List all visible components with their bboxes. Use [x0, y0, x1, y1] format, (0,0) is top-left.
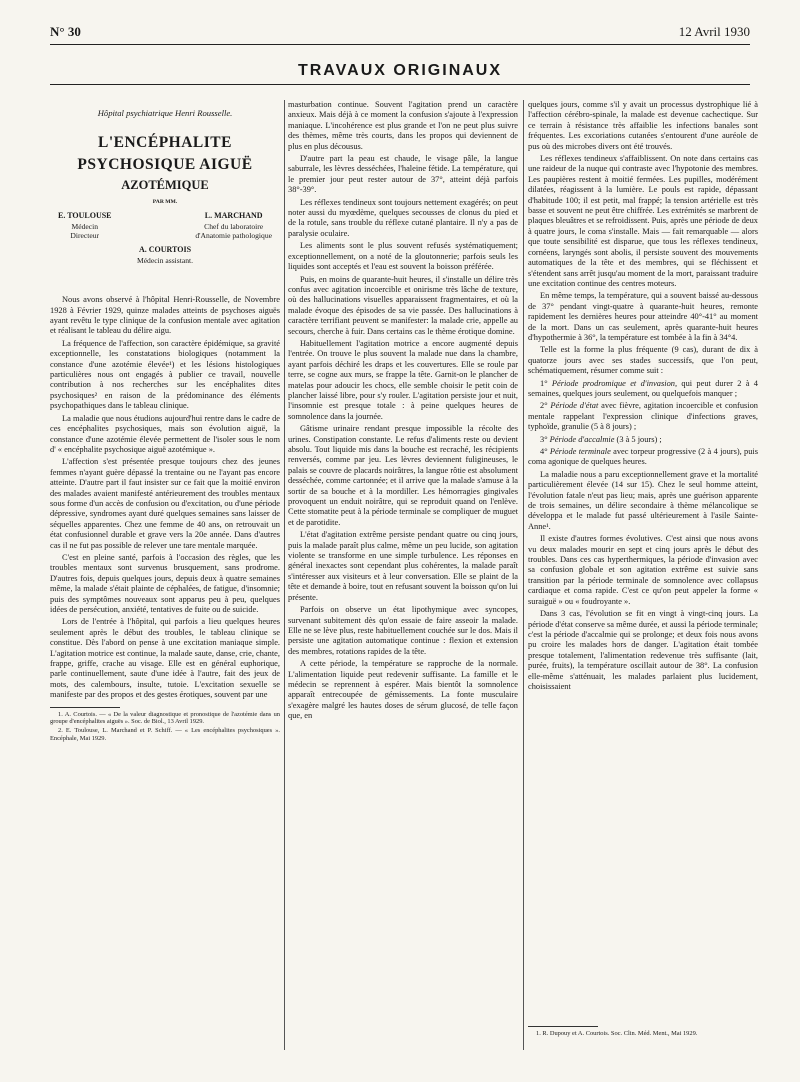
issue-number: N° 30 [50, 24, 81, 39]
paragraph: Les aliments sont le plus souvent refusés systématiquement; exceptionnellement, on a noté de la gloutonnerie; parfois seuls les liquides sont acceptés et l'eau est souvent la boisson préférée. [288, 241, 518, 272]
section-title: TRAVAUX ORIGINAUX [297, 62, 503, 79]
hospital-line: Hôpital psychiatrique Henri Rousselle. [97, 108, 233, 118]
author-toulouse [58, 211, 112, 240]
column-divider [284, 100, 285, 1050]
footnote: 1. A. Courtois. — « De la valeur diagnostique et pronostique de l'azotémie dans un groupe d'encéphalites aiguës ». Soc. de Biol., 13 Avril 1929. [50, 710, 280, 726]
paragraph: Habituellement l'agitation motrice a encore augmenté depuis l'entrée. On trouve le plus souvent la malade nue dans la chambre, ayant parfois déchiré les draps et les couvertures. Elle se roule par terre, se cogne aux murs, se frappe la tête. Garnit-on le plancher de matelas pour adoucir les chocs, elle semble choisir le petit coin de plancher laissé libre, pour s'y rouler. L'agitation persiste jour et nuit, l'insomnie est presque totale : à peine quelques heures de somnolence dans la journée. [288, 338, 518, 421]
paragraph: Les réflexes tendineux sont toujours nettement exagérés; on peut noter aussi du myœdème, quelques secousses de clonus du pied et de la rotule, sans trouble du réflexe cutané plantaire. Il n'y a pas de paralysie oculaire. [288, 197, 518, 238]
author-name: L. MARCHAND [204, 211, 263, 221]
header-rule [50, 44, 750, 45]
article-subtitle: AZOTÉMIQUE [121, 178, 209, 193]
column-2 [288, 100, 518, 724]
authors [50, 211, 280, 240]
paragraph: masturbation continue. Souvent l'agitation prend un caractère anxieux. Mais déjà à ce moment la confusion s'ajoute à l'expression maniaque. L'incohérence est plus grande et l'on ne peut plus suivre des thèmes, même très courts, dans les propos qui deviennent de plus en plus décousus. [288, 100, 518, 151]
paragraph: C'est en pleine santé, parfois à l'occasion des règles, que les troubles mentaux sont survenus brusquement, sans prodrome. D'autres fois, depuis quelques jours, depuis deux à quatre semaines même, la malade s'était plainte de céphalées, de fatigue, d'insomnie; puis des symptômes nouveaux sont apparus peu à peu, quelques idées de persécution, anxiété, tentatives de fuite ou de suicide. [50, 552, 280, 614]
author-role: Médecin assistant. [136, 256, 194, 266]
column-3 [528, 100, 758, 694]
paragraph: Parfois on observe un état lipothymique avec syncopes, survenant subitement dès qu'on essaie de faire asseoir la malade. Elle ne se lève plus, reste habituellement couchée sur le dos. Mais il persiste une agitation automatique continue : flexion et extension des membres, rotations rapides de la tête. [288, 605, 518, 656]
stage-item: 4° Période terminale avec torpeur progressive (2 à 4 jours), puis coma agonique de quelques heures. [528, 447, 759, 467]
paragraph: La maladie que nous étudions aujourd'hui rentre dans le cadre de ces encéphalites psychosiques, mais son évolution aiguë, la constance d'une azotémie élevée permettent de l'isoler sous le nom d' « encéphalite psychosique aiguë azotémique ». [50, 413, 280, 454]
paragraph: D'autre part la peau est chaude, le visage pâle, la langue saburrale, les lèvres desséchées, l'haleine fétide. La température, qui le premier jour peut rester autour de 37°, atteint déjà parfois 38°-39°. [288, 154, 518, 195]
paragraph: Gâtisme urinaire rendant presque impossible la récolte des urines. Constipation constante. Le refus d'aliments reste ou devient absolu. Tout liquide mis dans la bouche est recraché, les récipients renversés, comme par jeu. Les lèvres deviennent fuligineuses, le palais se couvre de placards noirâtres, la langue rôtie est absolument desséchée, comme cartonnée; et il arrive que la malade s'amuse à la sortir de sa bouche et à la mordiller. Les hémorragies gingivales provoquent un enduit noirâtre, qui se reproduit quand on l'enlève. Cette stomatite peut à la période terminale se compliquer de muguet et de parotidite. [288, 424, 518, 527]
paragraph: L'état d'agitation extrême persiste pendant quatre ou cinq jours, puis la malade paraît plus calme, même un peu lucide, son agitation violente se transforme en une simple turbulence. Les réponses en général inexactes sont cependant plus cohérentes, la malade paraît s'intéresser aux visiteurs et à leur conversation. Elle se plaint de la tête et demande à boire, tout en refusant souvent la boisson qu'on lui présente. [288, 530, 518, 602]
author-role: Directeur [70, 231, 100, 241]
stage-item: 1° Période prodromique et d'invasion, qui peut durer 2 à 4 semaines, quelques jours seulement, ou quelquefois manquer ; [528, 378, 758, 398]
paragraph: Telle est la forme la plus fréquente (9 cas), durant de dix à quatorze jours avec ses stades successifs, que l'on peut, schématiquement, résumer comme suit : [528, 345, 758, 376]
paragraph: Il existe d'autres formes évolutives. C'est ainsi que nous avons vu deux malades mourir en sept et cinq jours après le début des troubles. Dans ces cas hyperthermiques, la période d'invasion avec sa confusion globale et son agitation extrême est suivie sans transition par la période terminale de somnolence avec collapsus cardiaque et coma rapide. C'est ce qu'on peut appeler la forme « suraiguë » ou « foudroyante ». [528, 534, 758, 606]
author-role: d'Anatomie pathologique [195, 231, 272, 241]
footnote-rule [50, 707, 120, 708]
footnote: 1. R. Dupouy et A. Courtois. Soc. Clin. Méd. Ment., Mai 1929. [536, 1030, 698, 1037]
issue-date: 12 Avril 1930 [678, 24, 750, 39]
footnote: 2. E. Toulouse, L. Marchand et P. Schiff. — « Les encéphalites psychosiques ». Encéphale, Mai 1929. [50, 727, 280, 743]
paragraph: La maladie nous a paru exceptionnellement grave et la mortalité particulièrement élevée (14 sur 15). Chez le seul homme atteint, l'évolution fatale n'eut pas lieu; mais, après une guérison apparente de trois semaines, un délire secondaire à thème mélancolique se développa et le malade fut passé ultérieurement à l'asile Sainte-Anne¹. [528, 469, 758, 531]
paragraph: En même temps, la température, qui a souvent baissé au-dessous de 37° pendant vingt-quatre à quarante-huit heures, remonte rapidement les dernières heures pour atteindre 40°-41° au moment de la mort. Dans un cas seulement, après quarante-huit heures d'hypothermie à 36°, la température est tombée à la fin à 34°4. [528, 291, 758, 342]
author-role: Chef du laboratoire [204, 222, 264, 232]
paragraph: L'affection s'est présentée presque toujours chez des jeunes femmes n'ayant guère dépassé la trentaine ou ne l'ayant pas encore atteinte. D'autre part il faut insister sur ce fait que la moitié environ des malades avaient manifesté antérieurement des troubles mentaux sous forme d'un accès de confusion ou d'excitation, ou d'une période dépressive, syndromes ayant duré quelques semaines sans laisser de séquelles apparentes. Chez une femme de 40 ans, on retrouvait un état confusionnel durable et grave vers la 20e année. Dans d'autres cas il ne fut pas possible de relever une tare mentale marquée. [50, 457, 280, 550]
paragraph: La fréquence de l'affection, son caractère épidémique, sa gravité exceptionnelle, les constatations biologiques (notamment la constance d'une azotémie élevée¹) et les lésions histologiques particulières nous ont engagés à publier ce travail, nouvelle contribution à nos recherches sur les encéphalites dites psychosiques² en raison de la prédominance des éléments psychopathiques dans le tableau clinique. [50, 338, 280, 411]
author-marchand [195, 211, 272, 240]
stage-item: 2° Période d'état avec fièvre, agitation incoercible et confusion mentale rappelant l'expression clinique d'infections graves, typhoïde, granulie (5 à 8 jours) ; [528, 401, 758, 432]
author-name: E. TOULOUSE [58, 211, 112, 221]
page-header [50, 24, 750, 40]
author-role: Médecin [71, 222, 99, 232]
article-title-line-2: PSYCHOSIQUE AIGUË [77, 156, 253, 174]
column-1 [50, 100, 280, 744]
paragraph: Dans 3 cas, l'évolution se fit en vingt à vingt-cinq jours. La période d'état conserve sa même durée, et aussi la période terminale; c'est la période d'accalmie qui se prolonge; et deux fois nous avons pu croire les malades hors de danger. L'agitation était tombée presque totalement, l'alimentation redevenue très suffisante (lait, purée, fruits), la température oscillait autour de 38°. La confusion elle-même s'atténuait, les malades parlaient plus lucidement, choisissaient [528, 609, 758, 691]
paragraph: quelques jours, comme s'il y avait un processus dystrophique lié à l'affection cérébro-spinale, la malade est devenue cachectique. Sur ce terrain à résistance très affaiblie les infections banales sont fréquentes. Les excoriations cutanées s'entourent d'une auréole de pus où des microbes divers ont été trouvés. [528, 100, 758, 151]
paragraph: Lors de l'entrée à l'hôpital, qui parfois a lieu quelques heures seulement après le début des troubles, le tableau clinique se constitue. Dès l'abord on pense à une excitation maniaque simple. L'agitation motrice est continue, la malade saute, danse, crie, chante, frappe, griffe, crache au visage. Elle est en général euphorique, parle continuellement, saute d'une idée à l'autre, fait des jeux de mots, des calembours, insulte, tutoie. L'excitation sexuelle se manifeste par des propos et des gestes érotiques, souvent par une [50, 617, 280, 700]
par-mm: PAR MM. [152, 198, 178, 205]
stage-item: 3° Période d'accalmie (3 à 5 jours) ; [540, 434, 662, 444]
column-divider [523, 100, 524, 1050]
footnote-rule [528, 1026, 598, 1027]
section-rule [50, 84, 750, 85]
author-name: A. COURTOIS [138, 245, 192, 255]
paragraph: Les réflexes tendineux s'affaiblissent. On note dans certains cas une raideur de la nuque qui contraste avec l'hypotonie des membres. Les paupières restent à moitié fermées. Les pupilles, modérément dilatées, réagissent à la lumière. Le pouls est rapide, dépassant d'habitude 100; il est petit, mal frappé; la tension artérielle est très basse et souvent ne peut être chiffrée. Les extrémités se marbrent de plaques bleuâtres et se refroidissent. Puis, après une période de deux à quatre jours, le coma s'installe. Mais — fait remarquable — alors que toute sensibilité est disparue, que tous les réflexes tendineux, cornéens, laryngés sont abolis, il persiste souvent des mouvements automatiques de la tête et des membres, qui se fléchissent et s'étendent sans arrêt jusqu'au moment de la mort, paraissant traduire une excitation continue des centres moteurs. [528, 154, 758, 288]
paragraph: A cette période, la température se rapproche de la normale. L'alimentation liquide peut redevenir suffisante. La famille et le médecin se reprennent à espérer. Mais bientôt la somnolence apparaît entrecoupée de gémissements. La fonte musculaire s'exagère malgré les hautes doses de sérum glucosé, de telle façon que, en [288, 659, 518, 721]
column-3-footnotes [528, 1020, 758, 1039]
paragraph: Puis, en moins de quarante-huit heures, il s'installe un délire très confus avec agitation incoercible et onirisme très lâche de texture, où des hallucinations visuelles apparaissent fragmentaires, et où la malade évoque des épisodes de sa vie passée. Des hallucinations à caractère terrifiant peuvent se manifester: la malade crie, appelle au secours, cherche à fuir. Dans certains cas le thème érotique domine. [288, 274, 518, 336]
author-courtois [50, 245, 280, 265]
article-title-line-1: L'ENCÉPHALITE [98, 134, 232, 152]
paragraph: Nous avons observé à l'hôpital Henri-Rousselle, de Novembre 1928 à Février 1929, quinze malades atteints de psychoses aiguës ayant revêtu le type clinique de la confusion mentale avec agitation et réalisant le tableau du délire aigu. [50, 295, 280, 336]
